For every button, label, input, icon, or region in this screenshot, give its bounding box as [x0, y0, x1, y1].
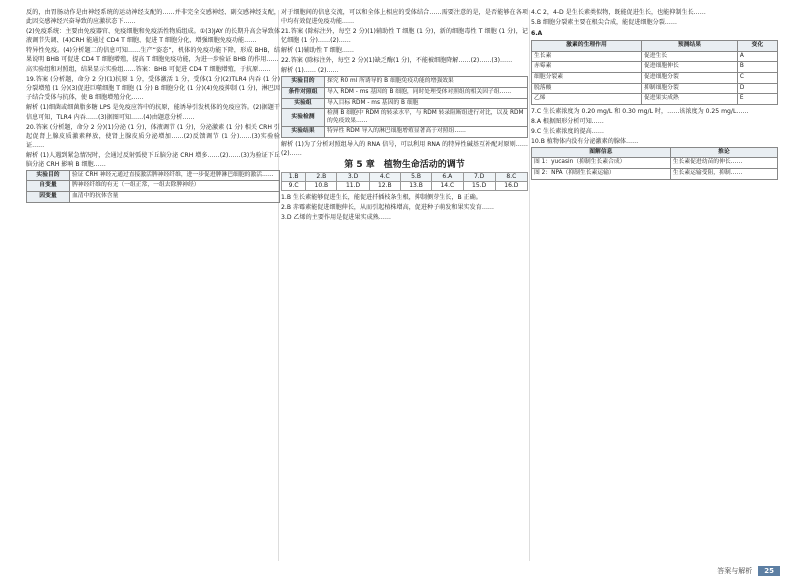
answer-cell: 16.D [495, 182, 527, 191]
table-header: 预测结果 [641, 41, 737, 52]
paragraph: 5.B 细胞分裂素主要在根尖合成，能促进细胞分裂…… [531, 19, 677, 27]
paragraph: 9.C 生长素浓度的提高…… [531, 127, 604, 135]
table-cell: 赤霉素 [532, 62, 642, 73]
column-right [531, 8, 778, 563]
paragraph: 特异性免疫。(4)分析题二的信息可知……生产“姿态”，机体的免疫功能下降，形成 BHB，结果说明 BHB 可促进 CD4 T 细胞增殖，提高 T 细胞免疫功能，为进一步验证 BHB 的作用…… [26, 47, 280, 64]
table-cell: 细胞分裂素 [532, 72, 642, 83]
table-header: 推论 [670, 147, 777, 158]
paragraph: 3.D 乙烯的主要作用是促进果实成熟…… [281, 214, 391, 222]
answer-cell: 10.B [306, 182, 337, 191]
paragraph: 反的，由胃肠动作是由神经系统的运动神经支配的……并非完全交感神经、副交感神经支配，此因交感神经兴奋导致的应激状态下…… [26, 9, 280, 26]
table-cell: 抑制细胞分裂 [641, 83, 737, 94]
answer-key-table [281, 172, 528, 191]
paragraph: 2.B 赤霉素能促进细胞伸长，从而引起植株增高，促进种子萌发和果实发育…… [281, 204, 495, 212]
table-header: 变化 [737, 41, 777, 52]
paragraph: 解析 (1)为了分析对照组导入的 RNA 信号，可以利用 RNA 的特异性碱基互补配对原则……(2)…… [281, 140, 528, 157]
answer-cell: 14.C [432, 182, 463, 191]
answer-cell: 5.B [400, 173, 431, 182]
question-21-answer: 21.答案 (除标注外，每空 2 分)(1)辅助性 T 细胞 (1 分)，新的细胞毒性 T 细胞 (1 分)，记忆细胞 (1 分)……(2)…… [281, 28, 528, 45]
chapter-title: 第 5 章 植物生命活动的调节 [344, 159, 465, 170]
paragraph: 7.C 生长素浓度为 0.20 mg/L 和 0.30 mg/L 时，……该浓度为 0.25 mg/L…… [531, 107, 749, 115]
answer-cell: 7.D [463, 173, 495, 182]
table-cell: 图 2：NPA（抑制生长素运输） [532, 169, 671, 180]
table-cell: 脾神经纤维的有无（一组正常，一组去除脾神经） [70, 181, 280, 192]
table-label: 实验检测 [282, 109, 325, 127]
answer-cell: 9.C [282, 182, 306, 191]
control-table [281, 76, 528, 138]
table-header: 图解信息 [532, 147, 671, 158]
paragraph: 4.C 2，4-D 是生长素类似物，既能促进生长，也能抑制生长…… [531, 9, 706, 16]
answer-cell: 1.B [282, 173, 306, 182]
table-cell: 促进细胞分裂 [641, 72, 737, 83]
table-cell: 探究 R0 ml 所诱导的 B 细胞免疫功能的增强效果 [325, 77, 528, 88]
paragraph: 解析 (1)辅助性 T 细胞…… [281, 47, 355, 55]
table-cell: 特异性 RDM 导入的淋巴细胞增殖显著高于对照组…… [325, 127, 528, 138]
paragraph: 解析 (1)细菌或细菌脂多糖 LPS 是免疫应答中的抗原，能诱导引发机体的免疫应答。(2)据题干信息可知，TLR4 内吞……(3)据图可知……(4)由题意分析…… [26, 104, 280, 121]
table-cell: 生长素 [532, 51, 642, 62]
answer-cell: 11.D [337, 182, 369, 191]
table-label: 因变量 [27, 191, 70, 202]
table-cell: D [737, 83, 777, 94]
table-cell: 促进果实成熟 [641, 94, 737, 105]
paragraph: 解析 (1)人遇到紧急情况时，会通过反射弧使下丘脑分泌 CRH 增多……(2)……(3)为验证下丘脑分泌 CRH 影响 B 细胞…… [26, 151, 280, 168]
paragraph: 对于细胞间的信息交流，可以和全体上相应的受体结合……需要注意的是，是否能够在各项中均有效促进免疫功能…… [281, 9, 528, 26]
paragraph: 1.B 生长素能够促进生长，能促进扦插枝条生根，抑制侧芽生长，B 正确。 [281, 194, 482, 202]
answer-cell: 8.C [495, 173, 527, 182]
answer-cell: 4.C [369, 173, 400, 182]
table-cell: 促进生长 [641, 51, 737, 62]
answer-cell: 2.B [306, 173, 337, 182]
column-left [26, 8, 280, 563]
paragraph: 10.B 植物体内没有分泌激素的腺体…… [531, 137, 639, 145]
question-6-label: 6.A [531, 30, 543, 38]
table-label: 实验结果 [282, 127, 325, 138]
table-cell: 验证 CRH 神经元通过直接激活脾神经纤维，进一步促进脾淋巴细胞的激活…… [70, 170, 280, 181]
footer-label: 答案与解析 [717, 566, 753, 575]
table-cell: 生长素促进幼苗的伸长…… [670, 158, 777, 169]
answer-cell: 15.D [463, 182, 495, 191]
paragraph: 高实验组和对照组，结果显示实验组……答案：BHB 可促进 CD4 T 细胞增殖，于抗原…… [26, 66, 271, 74]
paragraph: 8.A 根据图形分析可知…… [531, 117, 604, 125]
table-cell: 生长素运输受阻，抑制…… [670, 169, 777, 180]
paragraph: (2)免疫系统：主要由免疫器官、免疫细胞和免疫活性物质组成。①(3)JAY 的长期升高会导致体液调节失调、(4)CRH 能通过 CD4 T 细胞、促进 T 细胞分化、增强细胞免疫功能…… [26, 28, 280, 45]
answer-cell: 6.A [432, 173, 463, 182]
table-cell: E [737, 94, 777, 105]
table-cell: 促进细胞伸长 [641, 62, 737, 73]
column-divider-2 [529, 10, 530, 561]
question-22-answer: 22.答案 (除标注外，每空 2 分)(1)缺乏酶(1 分)，不能被细胞降解……(2)……(3)…… [281, 57, 513, 65]
table-label: 实验目的 [27, 170, 70, 181]
table-cell: A [737, 51, 777, 62]
hormone-table [531, 40, 778, 105]
table-label: 实验目的 [282, 77, 325, 88]
table-cell: B [737, 62, 777, 73]
table-cell: 图 1：yucasin（抑制生长素合成） [532, 158, 671, 169]
table-cell: 乙烯 [532, 94, 642, 105]
experiment-table [26, 170, 280, 203]
column-middle [281, 8, 528, 563]
table-label: 自变量 [27, 181, 70, 192]
table-cell: 导入 RDM - ms 基因的 B 细胞，同时处理受体对照组的相关因子组…… [325, 87, 528, 98]
answer-cell: 3.D [337, 173, 369, 182]
inference-table [531, 147, 778, 180]
page-footer [711, 564, 780, 577]
table-cell: 脱落酸 [532, 83, 642, 94]
paragraph: 解析 (1)…… (2)…… [281, 67, 339, 75]
table-label: 实验组 [282, 98, 325, 109]
table-cell: 检测 B 细胞中 RDM 的转录水平，与 RDM 转录阻断组进行对比，以及 RDM 的免疫效果…… [325, 109, 528, 127]
table-cell: 血清中的抗体含量 [70, 191, 280, 202]
question-20-answer: 20.答案 (分析题，命分 2 分)(1)分泌 (1 分)，体液调节 (1 分)，分泌激素 (1 分) 相关 CRH 引起促肾上腺皮质激素释放，使肾上腺皮质分泌增加……(2)反馈调节 (1 分)……(3)实验验证…… [26, 123, 280, 149]
answer-cell: 12.B [369, 182, 400, 191]
table-label: 条件对照组 [282, 87, 325, 98]
answer-cell: 13.B [400, 182, 431, 191]
table-cell: 导入目标 RDM - ms 基因的 B 细胞 [325, 98, 528, 109]
table-cell: C [737, 72, 777, 83]
question-19-answer: 19.答案 (分析题，命分 2 分)(1)抗原 1 分，受体激活 1 分，受体(1 分)(2)TLR4 内吞 (1 分) 分裂增殖 (1 分)(3)促进巨噬细胞 T 细胞 (1 分) B 细胞分化 (1 分)(4)免疫抑制 (1 分)，淋巴因子结合受体与抗体，使 B 细胞增殖分化…… [26, 76, 280, 102]
table-header: 激素的生理作用 [532, 41, 642, 52]
page-number: 25 [758, 566, 780, 576]
